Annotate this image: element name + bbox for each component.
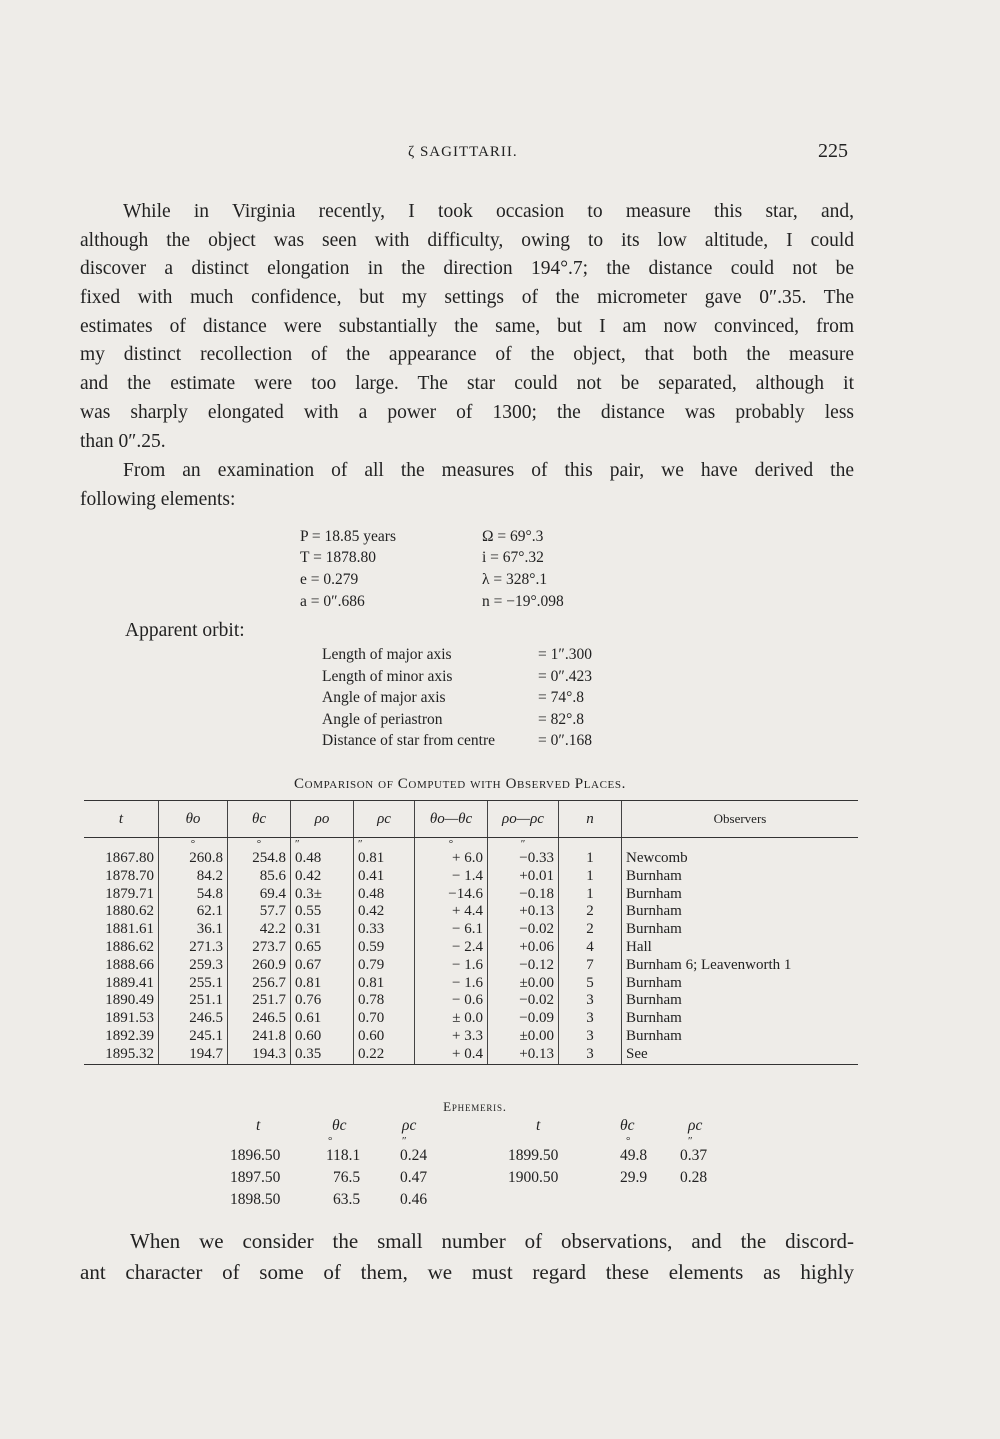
table-cell: Burnham — [622, 992, 859, 1010]
table-cell: + 6.0 — [415, 850, 488, 868]
table-cell: 0.41 — [354, 868, 415, 886]
ephemeris-row — [230, 1169, 460, 1191]
table-cell: +0.01 — [488, 868, 559, 886]
table-cell: Burnham 6; Leavenworth 1 — [622, 957, 859, 975]
table-cell: 3 — [559, 1028, 622, 1046]
table-cell: +0.06 — [488, 939, 559, 957]
table-cell: 1891.53 — [105, 1010, 154, 1027]
text-line: was sharply elongated with a power of 1300; the distance was probably less — [80, 401, 854, 423]
text-line: estimates of distance were substantially the same, but I am now convinced, from — [80, 315, 854, 337]
table-cell: 255.1 — [159, 975, 228, 993]
table-cell: 1892.39 — [105, 1027, 154, 1044]
table-cell: 4 — [559, 939, 622, 957]
eph-header-theta: θc — [620, 1117, 635, 1134]
table-cell: Burnham — [622, 1010, 859, 1028]
table-cell: 3 — [559, 992, 622, 1010]
table-cell: 7 — [559, 957, 622, 975]
element-node: Ω = 69°.3 — [482, 528, 544, 545]
table-cell: − 1.6 — [415, 957, 488, 975]
ephemeris-units-row — [230, 1135, 460, 1147]
eph-unit-theta: ° — [328, 1135, 333, 1147]
eph-cell: 0.46 — [400, 1191, 428, 1208]
table-row — [84, 1028, 858, 1046]
eph-cell: 0.47 — [400, 1169, 428, 1186]
table-cell: Burnham — [622, 975, 859, 993]
table-cell: 260.8 — [159, 850, 228, 868]
text-line: From an examination of all the measures of this pair, we have derived the — [123, 460, 854, 481]
table-cell: −0.09 — [488, 1010, 559, 1028]
col-header-theta-c: θc — [228, 801, 291, 838]
table-row — [84, 1046, 858, 1064]
table-cell: 1879.71 — [105, 885, 154, 902]
page-number: 225 — [818, 140, 848, 162]
eph-cell: 49.8 — [620, 1147, 648, 1164]
table-cell: 2 — [559, 921, 622, 939]
table-cell: 1888.66 — [105, 956, 154, 973]
table-cell: 0.67 — [291, 957, 354, 975]
table-cell: + 0.4 — [415, 1046, 488, 1064]
element-semi-axis: a = 0″.686 — [300, 593, 365, 610]
unit-cell: ″ — [291, 838, 354, 851]
table-cell: 0.81 — [354, 975, 415, 993]
table-cell: 0.60 — [354, 1028, 415, 1046]
table-cell: −0.33 — [488, 850, 559, 868]
table-cell: 1895.32 — [84, 1046, 159, 1064]
orbit-row-label: Angle of periastron — [322, 710, 443, 728]
table-cell: Newcomb — [622, 850, 859, 868]
table-cell: 246.5 — [228, 1010, 291, 1028]
unit-cell: ″ — [488, 838, 559, 851]
text-line: When we consider the small number of observations, and the discord- — [130, 1229, 854, 1253]
eph-cell: 0.24 — [400, 1147, 428, 1164]
unit-cell: ° — [159, 838, 228, 851]
table-cell: 0.76 — [291, 992, 354, 1010]
table-cell: 42.2 — [228, 921, 291, 939]
eph-cell: 118.1 — [326, 1147, 361, 1164]
comparison-table — [84, 800, 858, 1065]
orbit-row-value: = 1″.300 — [538, 646, 592, 663]
apparent-orbit-label: Apparent orbit: — [125, 620, 245, 641]
table-cell: Hall — [622, 939, 859, 957]
text-line: While in Virginia recently, I took occasion to measure this star, and, — [123, 201, 854, 222]
ephemeris-row — [230, 1147, 460, 1169]
table-row — [84, 939, 858, 957]
table-cell: Burnham — [622, 1028, 859, 1046]
table-cell: 0.48 — [291, 850, 354, 868]
comparison-caption-text: Comparison of Computed with Observed Places. — [294, 776, 626, 792]
orbit-row-value: = 0″.168 — [538, 732, 592, 749]
element-epoch: T = 1878.80 — [300, 549, 377, 566]
table-cell: 3 — [559, 1046, 622, 1064]
table-cell: − 6.1 — [415, 921, 488, 939]
unit-cell: ° — [228, 838, 291, 851]
element-period: P = 18.85 years — [300, 528, 396, 545]
ephemeris-right — [508, 1117, 738, 1191]
table-cell: 1889.41 — [105, 974, 154, 991]
table-cell: 5 — [559, 975, 622, 993]
table-cell: 1890.49 — [105, 992, 154, 1009]
orbit-row-label: Length of minor axis — [322, 667, 453, 685]
eph-header-t: t — [256, 1117, 261, 1134]
table-cell: 251.7 — [228, 992, 291, 1010]
table-header-row — [84, 801, 858, 838]
table-cell: 1878.70 — [105, 867, 154, 884]
col-header-theta-o: θo — [159, 801, 228, 838]
table-row — [84, 957, 858, 975]
text-line: ant character of some of them, we must regard these elements as highly — [80, 1260, 854, 1284]
table-cell: 0.42 — [291, 868, 354, 886]
table-cell: 69.4 — [228, 886, 291, 904]
eph-unit-rho: ″ — [402, 1135, 407, 1147]
table-cell: 1886.62 — [105, 938, 154, 955]
eph-cell: 76.5 — [333, 1169, 361, 1186]
eph-header-rho: ρc — [688, 1117, 703, 1134]
eph-cell: 1898.50 — [230, 1191, 281, 1208]
table-cell: 246.5 — [159, 1010, 228, 1028]
element-lambda: λ = 328°.1 — [482, 571, 548, 588]
table-cell: 0.22 — [354, 1046, 415, 1064]
table-cell: 0.33 — [354, 921, 415, 939]
table-cell: 0.60 — [291, 1028, 354, 1046]
table-cell: 245.1 — [159, 1028, 228, 1046]
table-cell: 1 — [559, 886, 622, 904]
element-inclination: i = 67°.32 — [482, 549, 544, 566]
table-cell: −0.18 — [488, 886, 559, 904]
unit-cell: ″ — [354, 838, 415, 851]
table-cell: 1 — [559, 850, 622, 868]
col-header-rho-c: ρc — [354, 801, 415, 838]
table-cell: Burnham — [622, 868, 859, 886]
element-eccentricity: e = 0.279 — [300, 571, 359, 588]
units-row — [84, 838, 858, 851]
table-cell: 2 — [559, 903, 622, 921]
text-line: than 0″.25. — [80, 430, 166, 452]
ephemeris-header-row — [508, 1117, 738, 1135]
table-cell: 57.7 — [228, 903, 291, 921]
table-cell: 0.81 — [354, 850, 415, 868]
text-line: and the estimate were too large. The star could not be separated, although it — [80, 373, 854, 395]
table-cell: 1881.61 — [105, 921, 154, 938]
table-cell: 0.31 — [291, 921, 354, 939]
table-cell: 0.55 — [291, 903, 354, 921]
table-cell: +0.13 — [488, 1046, 559, 1064]
table-cell: 1867.80 — [105, 850, 154, 866]
col-header-theta-diff: θo—θc — [415, 801, 488, 838]
table-cell: − 2.4 — [415, 939, 488, 957]
table-cell: 54.8 — [159, 886, 228, 904]
eph-cell: 1900.50 — [508, 1169, 559, 1186]
orbit-row-label: Length of major axis — [322, 646, 452, 663]
eph-cell: 1899.50 — [508, 1147, 559, 1164]
table-cell: See — [622, 1046, 859, 1064]
eph-cell: 1896.50 — [230, 1147, 281, 1164]
table-row — [84, 1010, 858, 1028]
table-cell: 0.59 — [354, 939, 415, 957]
unit-cell — [84, 838, 159, 851]
table-cell: Burnham — [622, 886, 859, 904]
table-cell: 0.79 — [354, 957, 415, 975]
table-cell: 259.3 — [159, 957, 228, 975]
table-cell: 0.65 — [291, 939, 354, 957]
table-cell: −0.12 — [488, 957, 559, 975]
paragraph-virginia-measures — [80, 198, 854, 456]
col-header-n: n — [559, 801, 622, 838]
orbit-row-label: Angle of major axis — [322, 689, 446, 706]
table-cell: 0.61 — [291, 1010, 354, 1028]
eph-cell: 29.9 — [620, 1169, 648, 1186]
table-row — [84, 975, 858, 993]
table-cell: 260.9 — [228, 957, 291, 975]
ephemeris-row — [508, 1147, 738, 1169]
orbit-row-label: Distance of star from centre — [322, 732, 496, 749]
table-cell: +0.13 — [488, 903, 559, 921]
table-cell: ±0.00 — [488, 975, 559, 993]
table-cell: − 1.4 — [415, 868, 488, 886]
table-cell: 241.8 — [228, 1028, 291, 1046]
orbit-row-value: = 74°.8 — [538, 689, 584, 706]
table-cell: − 0.6 — [415, 992, 488, 1010]
table-cell: 1880.62 — [105, 903, 154, 920]
paragraph-conclusion — [80, 1226, 854, 1288]
table-cell: 0.78 — [354, 992, 415, 1010]
table-cell: Burnham — [622, 921, 859, 939]
unit-cell — [559, 838, 622, 851]
table-cell: 271.3 — [159, 939, 228, 957]
eph-unit-theta: ° — [626, 1135, 631, 1147]
table-cell: 36.1 — [159, 921, 228, 939]
ephemeris-row — [230, 1191, 460, 1213]
table-cell: −0.02 — [488, 992, 559, 1010]
eph-header-rho: ρc — [402, 1117, 417, 1134]
eph-unit-rho: ″ — [688, 1135, 693, 1147]
table-cell: 85.6 — [228, 868, 291, 886]
table-cell: − 1.6 — [415, 975, 488, 993]
text-line: following elements: — [80, 488, 236, 510]
eph-cell: 0.37 — [680, 1147, 708, 1164]
orbit-row-value: = 82°.8 — [538, 710, 584, 728]
table-cell: 254.8 — [228, 850, 291, 868]
table-cell: ±0.00 — [488, 1028, 559, 1046]
text-line: my distinct recollection of the appearance of the object, that both the measure — [80, 344, 854, 366]
eph-cell: 0.28 — [680, 1169, 708, 1186]
table-cell: 256.7 — [228, 975, 291, 993]
paragraph-elements-intro — [80, 457, 854, 514]
table-cell: 0.48 — [354, 886, 415, 904]
eph-header-t: t — [536, 1117, 541, 1134]
unit-cell — [622, 838, 859, 851]
running-title: ζ SAGITTARII. — [408, 144, 518, 160]
comparison-table-body — [84, 838, 858, 1065]
ephemeris-row — [508, 1169, 738, 1191]
table-cell: 0.3± — [291, 886, 354, 904]
table-cell: 0.35 — [291, 1046, 354, 1064]
table-cell: + 4.4 — [415, 903, 488, 921]
table-cell: ± 0.0 — [415, 1010, 488, 1028]
table-cell: −14.6 — [415, 886, 488, 904]
ephemeris-units-row — [508, 1135, 738, 1147]
table-row — [84, 850, 858, 868]
table-row — [84, 903, 858, 921]
eph-cell: 1897.50 — [230, 1169, 281, 1186]
col-header-observers: Observers — [622, 801, 859, 838]
text-line: discover a distinct elongation in the direction 194°.7; the distance could not be — [80, 258, 854, 280]
eph-header-theta: θc — [332, 1117, 347, 1134]
col-header-rho-o: ρo — [291, 801, 354, 838]
table-cell: 194.3 — [228, 1046, 291, 1064]
table-cell: 251.1 — [159, 992, 228, 1010]
table-cell: −0.02 — [488, 921, 559, 939]
ephemeris-header-row — [230, 1117, 460, 1135]
table-cell: 1 — [559, 868, 622, 886]
table-cell: 3 — [559, 1010, 622, 1028]
col-header-rho-diff: ρo—ρc — [488, 801, 559, 838]
table-cell: 194.7 — [159, 1046, 228, 1064]
table-row — [84, 868, 858, 886]
table-row — [84, 992, 858, 1010]
table-row — [84, 921, 858, 939]
orbit-row-value: = 0″.423 — [538, 667, 592, 685]
element-mean-motion: n = −19°.098 — [482, 593, 564, 610]
text-line: fixed with much confidence, but my settings of the micrometer gave 0″.35. The — [80, 287, 854, 309]
ephemeris-left — [230, 1117, 460, 1213]
table-cell: 0.70 — [354, 1010, 415, 1028]
page-header — [0, 140, 1000, 170]
eph-cell: 63.5 — [333, 1191, 361, 1208]
table-cell: 62.1 — [159, 903, 228, 921]
table-cell: 84.2 — [159, 868, 228, 886]
table-row — [84, 886, 858, 904]
ephemeris-caption-text: Ephemeris. — [443, 1099, 507, 1114]
comparison-caption — [0, 776, 1000, 793]
table-cell: + 3.3 — [415, 1028, 488, 1046]
table-cell: Burnham — [622, 903, 859, 921]
table-cell: 0.81 — [291, 975, 354, 993]
ephemeris-caption — [0, 1099, 1000, 1115]
unit-cell: ° — [415, 838, 488, 851]
table-cell: 273.7 — [228, 939, 291, 957]
table-cell: 0.42 — [354, 903, 415, 921]
col-header-t: t — [84, 801, 159, 838]
text-line: although the object was seen with difficulty, owing to its low altitude, I could — [80, 229, 854, 251]
